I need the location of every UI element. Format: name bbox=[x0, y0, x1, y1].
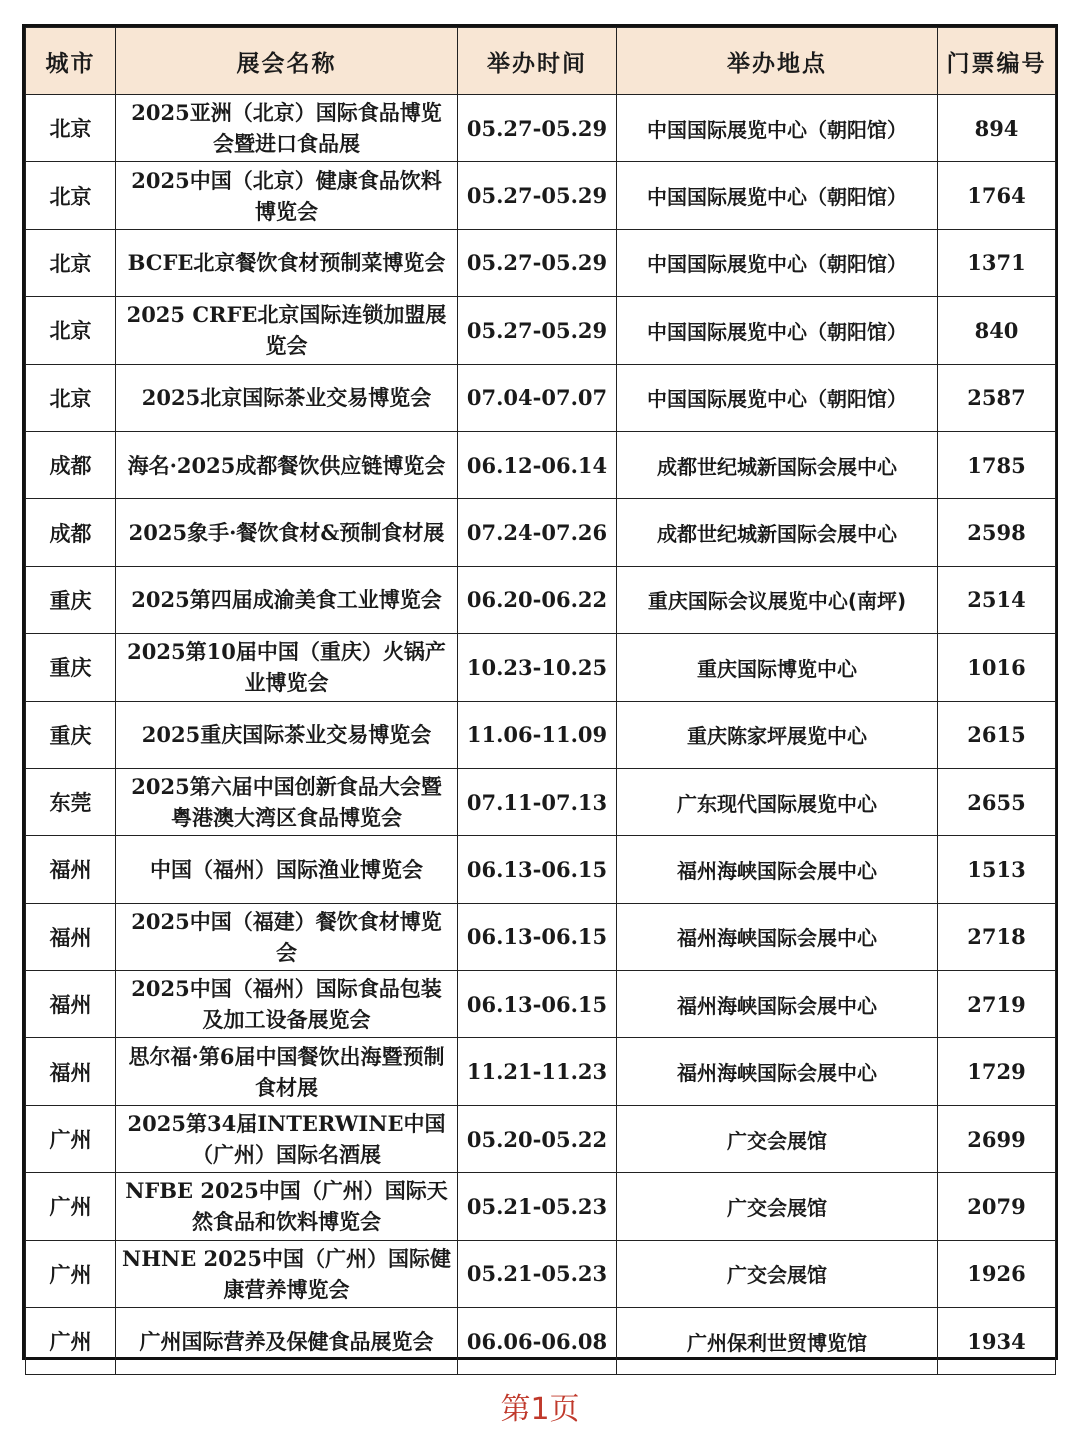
cell-city: 北京 bbox=[26, 364, 116, 431]
table-row bbox=[26, 836, 1056, 903]
cell-venue: 中国国际展览中心（朝阳馆） bbox=[617, 364, 938, 431]
table-row bbox=[26, 229, 1056, 296]
cell-date: 06.13-06.15 bbox=[458, 971, 617, 1038]
header-exhibition-name: 展会名称 bbox=[116, 28, 458, 95]
header-date: 举办时间 bbox=[458, 28, 617, 95]
cell-exhibition-name: 2025中国（福州）国际食品包装及加工设备展览会 bbox=[116, 971, 458, 1038]
exhibition-table-container bbox=[22, 24, 1058, 1360]
cell-venue: 成都世纪城新国际会展中心 bbox=[617, 499, 938, 566]
table-row bbox=[26, 634, 1056, 701]
cell-exhibition-name: 2025第四届成渝美食工业博览会 bbox=[116, 566, 458, 633]
cell-date: 05.27-05.29 bbox=[458, 162, 617, 229]
cell-venue: 重庆陈家坪展览中心 bbox=[617, 701, 938, 768]
cell-ticket-number: 2699 bbox=[938, 1105, 1056, 1172]
cell-exhibition-name: NHNE 2025中国（广州）国际健康营养博览会 bbox=[116, 1240, 458, 1307]
cell-venue: 福州海峡国际会展中心 bbox=[617, 1038, 938, 1105]
page-label: 第1页 bbox=[500, 1392, 580, 1427]
cell-city: 北京 bbox=[26, 229, 116, 296]
table-row bbox=[26, 1173, 1056, 1240]
cell-exhibition-name: BCFE北京餐饮食材预制菜博览会 bbox=[116, 229, 458, 296]
cell-ticket-number: 1513 bbox=[938, 836, 1056, 903]
cell-exhibition-name: 海名·2025成都餐饮供应链博览会 bbox=[116, 431, 458, 498]
table-row bbox=[26, 1240, 1056, 1307]
cell-ticket-number: 1934 bbox=[938, 1308, 1056, 1375]
cell-date: 07.24-07.26 bbox=[458, 499, 617, 566]
cell-exhibition-name: 2025亚洲（北京）国际食品博览会暨进口食品展 bbox=[116, 95, 458, 162]
cell-exhibition-name: 思尔福·第6届中国餐饮出海暨预制食材展 bbox=[116, 1038, 458, 1105]
table-row bbox=[26, 1308, 1056, 1375]
cell-venue: 重庆国际博览中心 bbox=[617, 634, 938, 701]
table-row bbox=[26, 499, 1056, 566]
table-row bbox=[26, 971, 1056, 1038]
cell-city: 福州 bbox=[26, 971, 116, 1038]
cell-venue: 中国国际展览中心（朝阳馆） bbox=[617, 229, 938, 296]
cell-venue: 福州海峡国际会展中心 bbox=[617, 836, 938, 903]
cell-city: 成都 bbox=[26, 431, 116, 498]
cell-ticket-number: 1926 bbox=[938, 1240, 1056, 1307]
table-row bbox=[26, 768, 1056, 835]
cell-date: 07.04-07.07 bbox=[458, 364, 617, 431]
cell-venue: 成都世纪城新国际会展中心 bbox=[617, 431, 938, 498]
table-row bbox=[26, 566, 1056, 633]
table-row bbox=[26, 1038, 1056, 1105]
cell-ticket-number: 894 bbox=[938, 95, 1056, 162]
cell-venue: 福州海峡国际会展中心 bbox=[617, 971, 938, 1038]
exhibition-table bbox=[25, 27, 1056, 1375]
cell-venue: 中国国际展览中心（朝阳馆） bbox=[617, 95, 938, 162]
cell-date: 05.21-05.23 bbox=[458, 1240, 617, 1307]
cell-ticket-number: 1764 bbox=[938, 162, 1056, 229]
cell-date: 06.13-06.15 bbox=[458, 903, 617, 970]
cell-ticket-number: 1016 bbox=[938, 634, 1056, 701]
cell-date: 05.27-05.29 bbox=[458, 95, 617, 162]
table-row bbox=[26, 701, 1056, 768]
cell-venue: 中国国际展览中心（朝阳馆） bbox=[617, 162, 938, 229]
cell-date: 06.13-06.15 bbox=[458, 836, 617, 903]
table-row bbox=[26, 95, 1056, 162]
cell-ticket-number: 2718 bbox=[938, 903, 1056, 970]
cell-city: 成都 bbox=[26, 499, 116, 566]
cell-ticket-number: 1371 bbox=[938, 229, 1056, 296]
cell-ticket-number: 2598 bbox=[938, 499, 1056, 566]
table-row bbox=[26, 297, 1056, 364]
cell-date: 10.23-10.25 bbox=[458, 634, 617, 701]
cell-city: 重庆 bbox=[26, 566, 116, 633]
cell-ticket-number: 2615 bbox=[938, 701, 1056, 768]
cell-exhibition-name: 2025中国（福建）餐饮食材博览会 bbox=[116, 903, 458, 970]
cell-exhibition-name: 2025第34届INTERWINE中国（广州）国际名酒展 bbox=[116, 1105, 458, 1172]
cell-city: 广州 bbox=[26, 1173, 116, 1240]
cell-exhibition-name: 2025北京国际茶业交易博览会 bbox=[116, 364, 458, 431]
cell-ticket-number: 2079 bbox=[938, 1173, 1056, 1240]
cell-venue: 广交会展馆 bbox=[617, 1240, 938, 1307]
cell-date: 05.20-05.22 bbox=[458, 1105, 617, 1172]
cell-venue: 广交会展馆 bbox=[617, 1105, 938, 1172]
cell-date: 06.12-06.14 bbox=[458, 431, 617, 498]
cell-date: 11.06-11.09 bbox=[458, 701, 617, 768]
cell-city: 福州 bbox=[26, 836, 116, 903]
cell-date: 05.21-05.23 bbox=[458, 1173, 617, 1240]
cell-venue: 广交会展馆 bbox=[617, 1173, 938, 1240]
cell-city: 广州 bbox=[26, 1308, 116, 1375]
cell-ticket-number: 1729 bbox=[938, 1038, 1056, 1105]
cell-ticket-number: 840 bbox=[938, 297, 1056, 364]
cell-date: 06.20-06.22 bbox=[458, 566, 617, 633]
table-body bbox=[26, 95, 1056, 1375]
cell-ticket-number: 2514 bbox=[938, 566, 1056, 633]
cell-city: 广州 bbox=[26, 1240, 116, 1307]
cell-ticket-number: 2587 bbox=[938, 364, 1056, 431]
cell-venue: 中国国际展览中心（朝阳馆） bbox=[617, 297, 938, 364]
header-city: 城市 bbox=[26, 28, 116, 95]
cell-city: 福州 bbox=[26, 1038, 116, 1105]
cell-date: 05.27-05.29 bbox=[458, 297, 617, 364]
cell-city: 北京 bbox=[26, 162, 116, 229]
cell-exhibition-name: 2025 CRFE北京国际连锁加盟展览会 bbox=[116, 297, 458, 364]
cell-city: 重庆 bbox=[26, 634, 116, 701]
cell-exhibition-name: 2025中国（北京）健康食品饮料博览会 bbox=[116, 162, 458, 229]
cell-city: 福州 bbox=[26, 903, 116, 970]
cell-exhibition-name: 中国（福州）国际渔业博览会 bbox=[116, 836, 458, 903]
header-venue: 举办地点 bbox=[617, 28, 938, 95]
cell-exhibition-name: NFBE 2025中国（广州）国际天然食品和饮料博览会 bbox=[116, 1173, 458, 1240]
table-row bbox=[26, 903, 1056, 970]
cell-city: 重庆 bbox=[26, 701, 116, 768]
cell-exhibition-name: 2025第六届中国创新食品大会暨粤港澳大湾区食品博览会 bbox=[116, 768, 458, 835]
cell-city: 北京 bbox=[26, 297, 116, 364]
cell-exhibition-name: 2025第10届中国（重庆）火锅产业博览会 bbox=[116, 634, 458, 701]
header-ticket-number: 门票编号 bbox=[938, 28, 1056, 95]
cell-exhibition-name: 2025重庆国际茶业交易博览会 bbox=[116, 701, 458, 768]
cell-exhibition-name: 广州国际营养及保健食品展览会 bbox=[116, 1308, 458, 1375]
table-header-row bbox=[26, 28, 1056, 95]
cell-ticket-number: 2655 bbox=[938, 768, 1056, 835]
cell-ticket-number: 2719 bbox=[938, 971, 1056, 1038]
cell-city: 东莞 bbox=[26, 768, 116, 835]
cell-venue: 广东现代国际展览中心 bbox=[617, 768, 938, 835]
cell-exhibition-name: 2025象手·餐饮食材&预制食材展 bbox=[116, 499, 458, 566]
cell-date: 07.11-07.13 bbox=[458, 768, 617, 835]
cell-city: 广州 bbox=[26, 1105, 116, 1172]
cell-venue: 福州海峡国际会展中心 bbox=[617, 903, 938, 970]
table-row bbox=[26, 431, 1056, 498]
cell-date: 05.27-05.29 bbox=[458, 229, 617, 296]
table-row bbox=[26, 364, 1056, 431]
cell-venue: 重庆国际会议展览中心(南坪) bbox=[617, 566, 938, 633]
cell-date: 06.06-06.08 bbox=[458, 1308, 617, 1375]
cell-date: 11.21-11.23 bbox=[458, 1038, 617, 1105]
cell-venue: 广州保利世贸博览馆 bbox=[617, 1308, 938, 1375]
cell-ticket-number: 1785 bbox=[938, 431, 1056, 498]
table-row bbox=[26, 1105, 1056, 1172]
table-row bbox=[26, 162, 1056, 229]
cell-city: 北京 bbox=[26, 95, 116, 162]
